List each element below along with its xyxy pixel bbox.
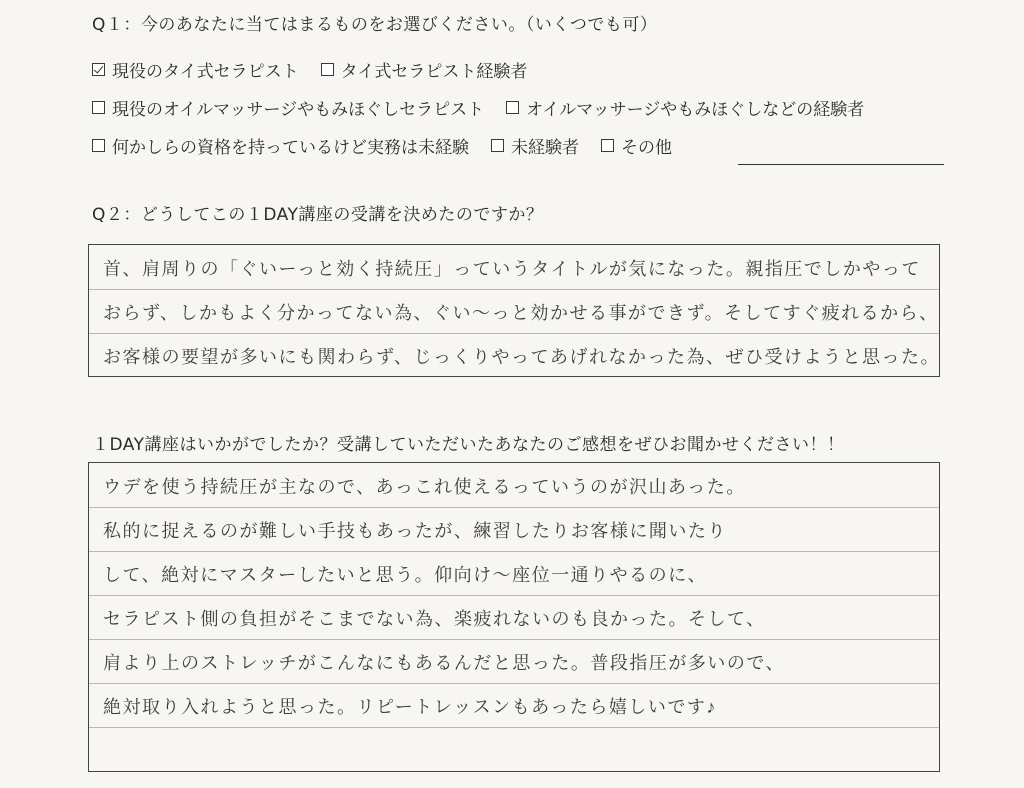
handwritten-line: 肩より上のストレッチがこんなにもあるんだと思った。普段指圧が多いので、 [103, 653, 785, 674]
q2-title: Q２：どうしてこの１DAY講座の受講を決めたのですか？ [92, 205, 544, 225]
q1-row-2 [92, 95, 886, 120]
ruled-line [89, 333, 939, 334]
option-inexperienced[interactable] [491, 133, 579, 158]
checkbox[interactable] [491, 139, 504, 152]
handwritten-line: ウデを使う持続圧が主なので、あっこれ使えるっていうのが沢山あった。 [103, 477, 746, 498]
checkbox-checked[interactable] [92, 63, 105, 76]
option-label: 未経験者 [511, 138, 579, 158]
handwritten-line: 絶対取り入れようと思った。リピートレッスンもあったら嬉しいです♪ [103, 697, 717, 718]
handwritten-line: おらず、しかもよく分かってない為、ぐい～っと効かせる事ができず。そしてすぐ疲れるから、 [103, 303, 939, 324]
option-label: タイ式セラピスト経験者 [340, 62, 528, 82]
q3-title: １DAY講座はいかがでしたか？受講していただいたあなたのご感想をぜひお聞かせください！！ [92, 435, 845, 455]
option-oil-current[interactable] [92, 95, 484, 120]
option-qualified-no-practice[interactable] [92, 133, 469, 158]
option-other[interactable] [601, 133, 672, 158]
q1-row-1 [92, 57, 549, 82]
option-label: 現役のタイ式セラピスト [112, 62, 299, 82]
ruled-line [89, 507, 939, 508]
checkbox[interactable] [506, 101, 519, 114]
handwritten-line: して、絶対にマスターしたいと思う。仰向け～座位一通りやるのに、 [103, 565, 708, 586]
ruled-line [89, 639, 939, 640]
q2-answer-box[interactable] [88, 244, 940, 377]
option-label: オイルマッサージやもみほぐしなどの経験者 [526, 100, 865, 120]
handwritten-line: セラピスト側の負担がそこまでない為、楽疲れないのも良かった。そして、 [103, 609, 766, 630]
option-oil-experienced[interactable] [506, 95, 864, 120]
option-label: 何かしらの資格を持っているけど実務は未経験 [112, 138, 469, 158]
q3-answer-box[interactable] [88, 462, 940, 772]
option-thai-current[interactable] [92, 57, 299, 82]
checkbox[interactable] [321, 63, 334, 76]
handwritten-line: お客様の要望が多いにも関わらず、じっくりやってあげれなかった為、ぜひ受けようと思った。 [103, 347, 941, 368]
option-thai-experienced[interactable] [321, 57, 528, 82]
ruled-line [89, 727, 939, 728]
other-write-in-line[interactable] [738, 164, 944, 165]
ruled-line [89, 551, 939, 552]
checkbox[interactable] [601, 139, 614, 152]
q1-row-3 [92, 133, 694, 158]
checkbox[interactable] [92, 101, 105, 114]
ruled-line [89, 683, 939, 684]
handwritten-line: 私的に捉えるのが難しい手技もあったが、練習したりお客様に聞いたり [103, 521, 727, 542]
q1-title: Q１：今のあなたに当てはまるものをお選びください。（いくつでも可） [92, 15, 658, 35]
handwritten-line: 首、肩周りの「ぐいーっと効く持続圧」っていうタイトルが気になった。親指圧でしかやって [103, 259, 921, 280]
option-label: その他 [621, 138, 672, 158]
checkbox[interactable] [92, 139, 105, 152]
ruled-line [89, 289, 939, 290]
option-label: 現役のオイルマッサージやもみほぐしセラピスト [112, 100, 485, 120]
ruled-line [89, 595, 939, 596]
